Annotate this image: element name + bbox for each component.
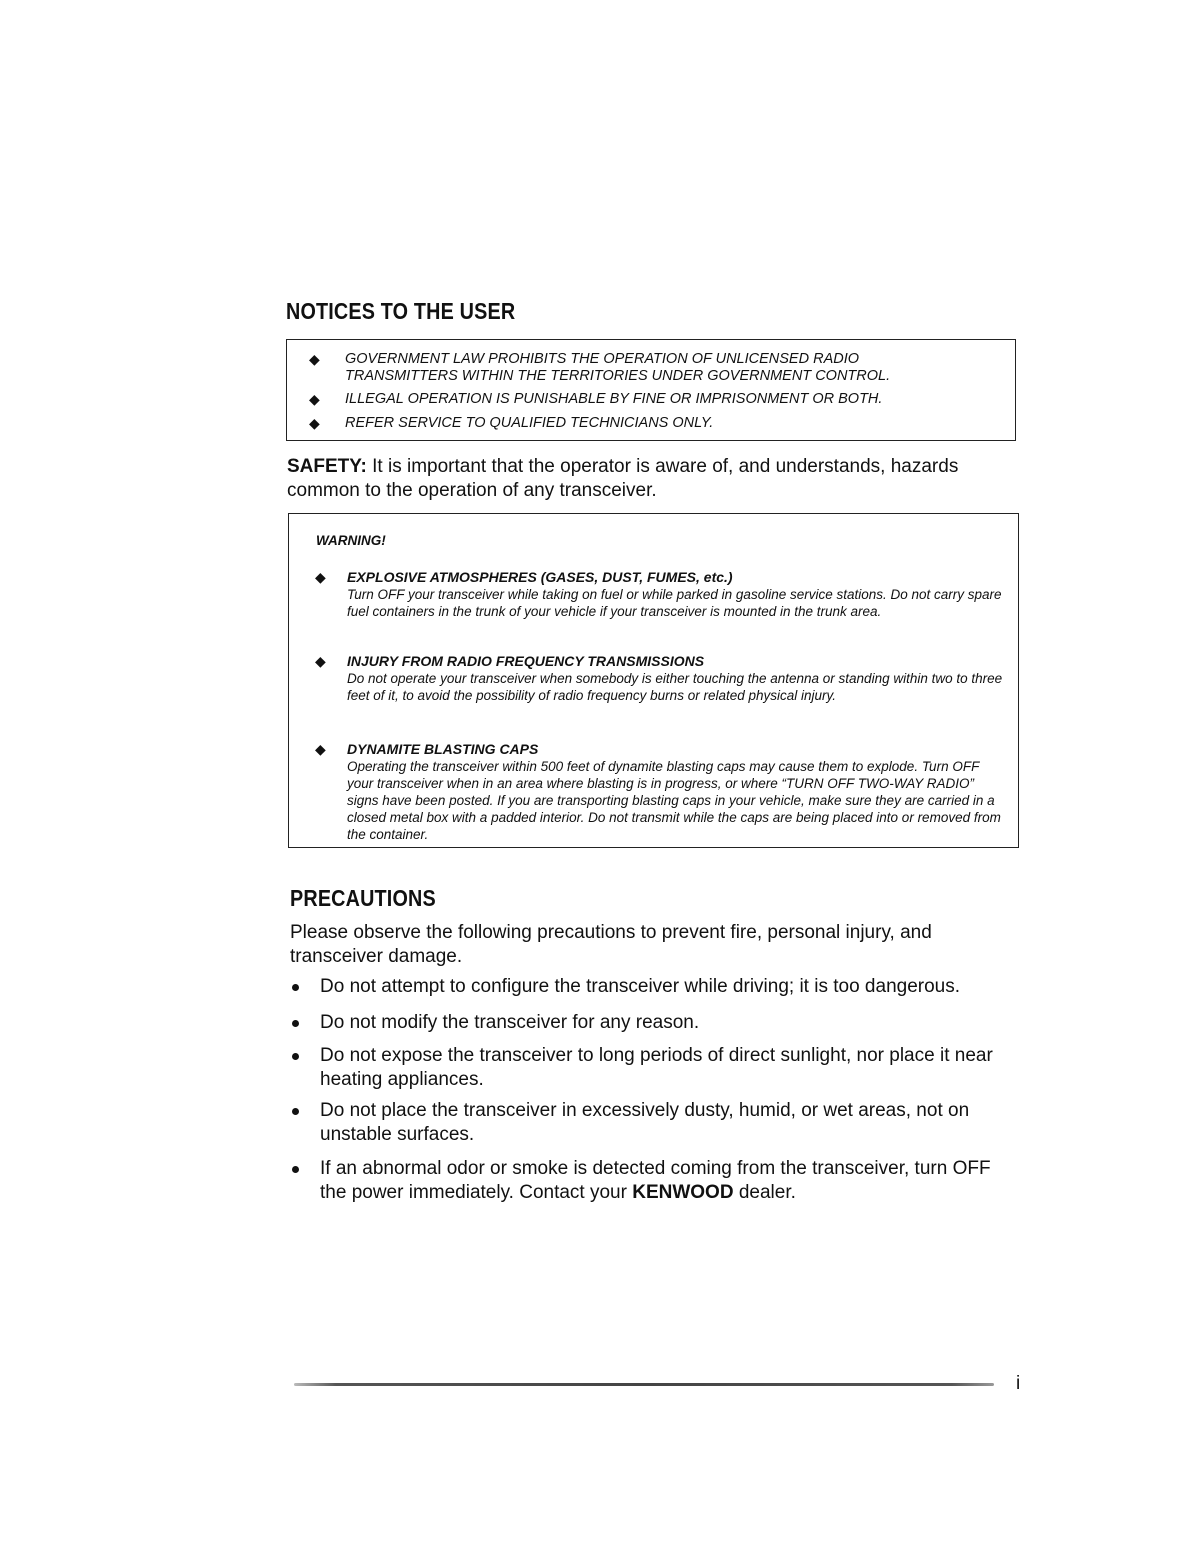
diamond-bullet-icon: ◆ [309,391,320,407]
diamond-bullet-icon: ◆ [315,653,326,669]
notices-heading: NOTICES TO THE USER [286,298,516,324]
list-item-text: Do not place the transceiver in excessively dusty, humid, or wet areas, not on unstable surfaces. [320,1100,970,1145]
list-item-text: Do not modify the transceiver for any reason. [320,1012,700,1033]
bullet-dot-icon [292,1020,299,1027]
safety-label: SAFETY: [287,456,367,477]
diamond-bullet-icon: ◆ [309,351,320,367]
safety-paragraph [287,455,1027,503]
notice-text: GOVERNMENT LAW PROHIBITS THE OPERATION OF UNLICENSED RADIO [345,351,860,367]
warning-item-title: DYNAMITE BLASTING CAPS [347,741,539,757]
notice-text: ILLEGAL OPERATION IS PUNISHABLE BY FINE OR IMPRISONMENT OR BOTH. [345,391,883,407]
warning-item-title: INJURY FROM RADIO FREQUENCY TRANSMISSIONS [347,653,705,669]
list-item-text: Do not expose the transceiver to long periods of direct sunlight, nor place it near heating appliances. [320,1045,993,1090]
list-item-text-part: If an abnormal odor or smoke is detected coming from the transceiver, turn OFF the power immediately. Contact your [320,1158,991,1203]
list-item-text [320,1157,1020,1205]
bullet-dot-icon [292,1053,299,1060]
footer-rule [294,1383,994,1386]
diamond-bullet-icon: ◆ [315,569,326,585]
notices-box [286,339,1016,441]
page-number: i [1016,1373,1021,1394]
diamond-bullet-icon: ◆ [315,741,326,757]
list-item-text-part: dealer. [738,1182,796,1203]
warning-item-title: EXPLOSIVE ATMOSPHERES (GASES, DUST, FUMES, etc.) [347,569,733,585]
precautions-heading: PRECAUTIONS [290,885,436,911]
notice-text: TRANSMITTERS WITHIN THE TERRITORIES UNDER GOVERNMENT CONTROL. [345,368,891,384]
precautions-intro: Please observe the following precautions to prevent fire, personal injury, and transceiver damage. [290,922,932,967]
warning-item-body: Operating the transceiver within 500 feet of dynamite blasting caps may cause them to explode. Turn OFF your transceiver when in an area where blasting is in progress, or where “TURN OFF TWO-WAY RADIO” signs have been posted. If you are transporting blasting caps in your vehicle, make sure they are carried in a closed metal box with a padded interior. Do not transmit while the caps are being placed into or removed from the container. [347,759,1001,842]
safety-text: It is important that the operator is aware of, and understands, hazards common to the operation of any transceiver. [287,456,959,501]
diamond-bullet-icon: ◆ [309,415,320,431]
bullet-dot-icon [292,984,299,991]
bullet-dot-icon [292,1108,299,1115]
warning-item-body: Turn OFF your transceiver while taking on fuel or while parked in gasoline service stations. Do not carry spare fuel containers in the trunk of your vehicle if your transceiver is mounted in the trunk area. [347,587,1002,619]
warning-box [288,513,1019,848]
warning-item-body: Do not operate your transceiver when somebody is either touching the antenna or standing within two to three feet of it, to avoid the possibility of radio frequency burns or related physical injury. [347,671,1003,703]
notice-text: REFER SERVICE TO QUALIFIED TECHNICIANS ONLY. [345,415,714,431]
list-item-text: Do not attempt to configure the transceiver while driving; it is too dangerous. [320,976,961,997]
brand-name: KENWOOD [632,1182,734,1203]
bullet-dot-icon [292,1166,299,1173]
warning-label: WARNING! [316,533,386,548]
